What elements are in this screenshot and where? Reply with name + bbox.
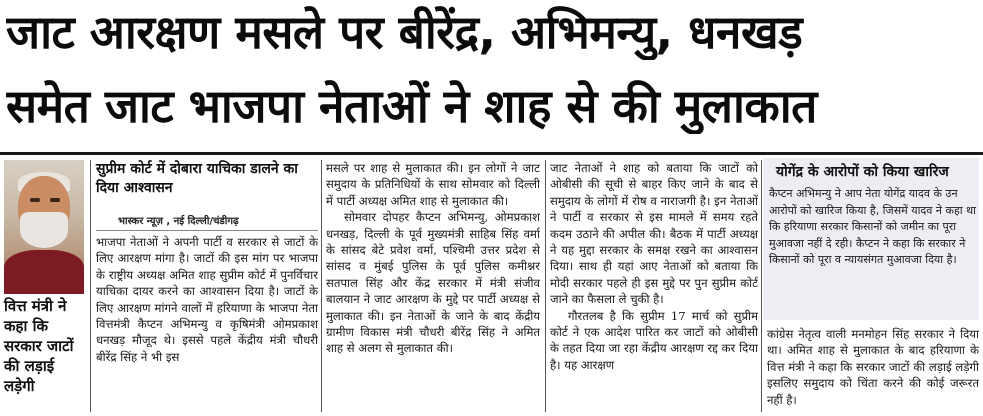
byline-divider xyxy=(96,230,318,231)
column-divider xyxy=(321,160,322,412)
sub-headline: सुप्रीम कोर्ट में दोबारा याचिका डालने का दिया आश्वासन xyxy=(96,161,298,196)
article-column-3 xyxy=(550,160,758,414)
column-divider xyxy=(545,160,546,412)
byline: भास्कर न्यूज़ , नई दिल्ली/चंडीगढ़ xyxy=(118,216,239,227)
sidebar-body: कैप्टन अभिमन्यु ने आप नेता योगेंद्र यादव के उन आरोपों को खारिज किया है, जिसमें यादव ने कहा था कि हरियाणा सरकार किसानों को जमीन का पूरा मुआवजा नहीं दे रही। कैप्टन ने कहा कि सरकार ने किसानों को पूरा व न्यायसंगत मुआवजा दिया है। xyxy=(769,187,977,267)
article-column-3-p2: गौरतलब है कि सुप्रीम 17 मार्च को सुप्रीम कोर्ट ने एक आदेश पारित कर जाटों को ओबीसी के तहत दिया जा रहा केंद्रीय आरक्षण रद्द कर दिया है। यह आरक्षण xyxy=(550,308,758,372)
column-divider xyxy=(90,160,91,412)
article-column-2 xyxy=(326,160,540,414)
photo-caption: वित्त मंत्री ने कहा कि सरकार जाटों की लड़ाई लड़ेगी xyxy=(4,297,74,395)
headline-divider xyxy=(0,152,983,155)
headline-line-1: जाट आरक्षण मसले पर बीरेंद्र, अभिमन्यु, धनखड़ xyxy=(6,5,803,59)
article-column-2-p2: सोमवार दोपहर कैप्टन अभिमन्यु, ओमप्रकाश धनखड़, दिल्ली के पूर्व मुख्यमंत्री साहिब सिंह वर्मा के सांसद बेटे प्रवेश वर्मा, पश्चिमी उत्तर प्रदेश से सांसद व मुंबई पुलिस के पूर्व पुलिस कमीश्नर सतपाल सिंह और केंद्र सरकार में मंत्री संजीव बालयान ने जाट आरक्षण के मुद्दे पर पार्टी अध्यक्ष से मुलाकात की। इन नेताओं के जाने के बाद केंद्रीय ग्रामीण विकास मंत्री चौधरी बीरेंद्र सिंह ने अमित शाह से अलग से मुलाकात की। xyxy=(326,210,540,356)
headline-line-2: समेत जाट भाजपा नेताओं ने शाह से की मुलाकात xyxy=(6,79,817,133)
sidebar-heading: योगेंद्र के आरोपों को किया खारिज xyxy=(776,164,949,180)
portrait-photo xyxy=(4,160,84,294)
article-column-3-p1: जाट नेताओं ने शाह को बताया कि जाटों को ओबीसी की सूची से बाहर किए जाने के बाद से समुदाय के लोगों में रोष व नाराजगी है। इन नेताओं ने पार्टी व सरकार से इस मामले में समय रहते कदम उठाने की अपील की। बैठक में पार्टी अध्यक्ष ने यह मुद्दा सरकार के समक्ष रखने का आश्वासन दिया। साथ ही यहां आए नेताओं को बताया कि मोदी सरकार पहले ही इस मुद्दे पर पुन सुप्रीम कोर्ट जाने का फैसला ले चुकी है। xyxy=(550,161,758,307)
article-column-4: कांग्रेस नेतृत्व वाली मनमोहन सिंह सरकार ने दिया था। अमित शाह से मुलाकात के बाद हरियाणा के वित्त मंत्री ने कहा कि सरकार जाटों की लड़ाई लड़ेगी इसलिए समुदाय को चिंता करने की कोई जरूरत नहीं है। xyxy=(767,327,979,407)
column-divider xyxy=(761,160,762,412)
article-column-1: भाजपा नेताओं ने अपनी पार्टी व सरकार से जाटों के लिए आरक्षण मांगा है। जाटों की इस मांग पर भाजपा के राष्ट्रीय अध्यक्ष अमित शाह सुप्रीम कोर्ट में पुनर्विचार याचिका दायर करने का आश्वासन दिया है। जाटों के लिए आरक्षण मांगने वालों में हरियाणा के भाजपा नेता वित्तमंत्री कैप्टन अभिमन्यु व कृषिमंत्री ओमप्रकाश धनखड़ मौजूद थे। इससे पहले केंद्रीय मंत्री चौधरी बीरेंद्र सिंह ने भी इस xyxy=(96,235,318,364)
article-column-2-p1: मसले पर शाह से मुलाकात की। इन लोगों ने जाट समुदाय के प्रतिनिधियों के साथ सोमवार को दिल्ली में पार्टी अध्यक्ष अमित शाह से मुलाकात की। xyxy=(326,161,540,208)
